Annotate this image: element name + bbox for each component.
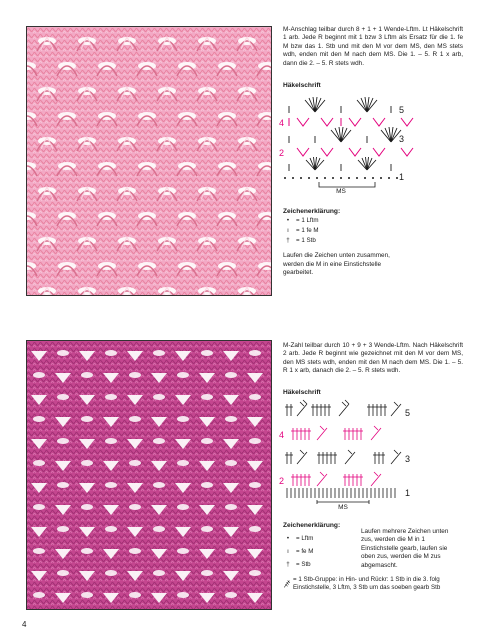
stitch-group-symbol-icon [283,576,291,592]
pattern2-row-5: 5 [405,408,411,418]
chain-symbol-icon: • [286,535,290,543]
pattern1-description: M-Anschlag teilbar durch 8 + 1 + 1 Wende-Lftm. Lt Häkelschrift 1 arb. Jede R beginnt mit 1 bzw 3 Lftm als Ersatz für die 1. fe M bzw das 1. Stb und mit den M vor dem MS, den MS stets wdh, enden mit den M nach dem MS. Die 1. – 5. R 1 x arb, dann die 2. – 5. R stets wdh. [283,26,463,67]
legend-label: = fe M [296,548,314,556]
legend-label: = Stb [296,561,311,569]
pattern1-row-2: 2 [279,148,285,158]
pattern1-row-3: 3 [399,134,405,144]
chain-symbol-icon: • [286,217,290,225]
pattern2-footnote [283,576,463,593]
pattern2-chart-title: Häkelschrift [283,389,321,396]
crochet-swatch-v-stitch-pattern [26,340,272,610]
pattern2-row-1: 1 [405,488,411,498]
pattern2-text-column [283,342,463,376]
double-crochet-symbol-icon: † [286,237,290,245]
single-crochet-symbol-icon: ı [287,548,289,556]
pattern1-legend [283,208,463,278]
pattern2-legend-title: Zeichenerklärung: [283,522,341,529]
double-crochet-symbol-icon: † [286,561,290,569]
pattern2-row-4: 4 [279,430,285,440]
pattern2-ms-label: MS [338,504,348,510]
pattern1-ms-label: MS [336,188,346,194]
crochet-swatch-shell-pattern [26,26,272,296]
pattern1-note: Laufen die Zeichen unten zusammen, werden die M in eine Einstichstelle gearbeitet. [283,252,390,277]
pattern1-row-5: 5 [399,105,405,115]
legend-label: = Lftm [296,535,314,543]
legend-label: = 1 Lftm [296,217,319,225]
pattern1-row-1: 1 [399,172,405,182]
page-number: 4 [22,620,27,629]
pattern1-text-column [283,26,463,68]
legend-label: = 1 fe M [296,227,319,235]
legend-label: = 1 Stb [296,237,316,245]
pattern2-legend [283,522,353,570]
pattern2-row-2: 2 [279,476,285,486]
stitch-group-explanation: = 1 Stb-Gruppe: in Hin- und Rückr: 1 Stb in die 3. folg Einstichstelle, 3 Lftm, 3 Stb um das soeben gearb Stb [293,576,441,592]
pattern2-row-3: 3 [405,454,411,464]
pattern2-note: Laufen mehrere Zeichen unten zus, werden die M in 1 Einstichstelle gearb, laufen sie oben zus, werden die M zus abgemascht. [361,528,449,569]
pattern1-chart-title: Häkelschrift [283,82,321,89]
single-crochet-symbol-icon: ı [287,227,289,235]
pattern1-row-4: 4 [279,118,285,128]
pattern1-crochet-chart [279,92,429,199]
pattern2-description: M-Zahl teilbar durch 10 + 9 + 3 Wende-Lftm. Nach Häkelschrift 2 arb. Jede R beginnt wie gezeichnet mit den M vor dem MS, den MS stets wdh, enden mit den M nach dem MS. Die 1. – 5. R 1 x arb, danach die 2. – 5. R stets wdh. [283,342,463,375]
pattern2-crochet-chart [279,398,429,515]
pattern1-legend-title: Zeichenerklärung: [283,208,341,215]
